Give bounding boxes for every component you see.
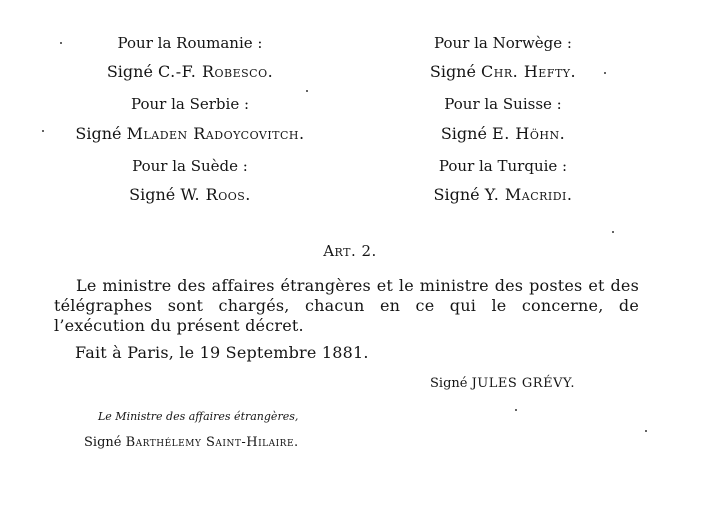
signature-sweden [129, 187, 251, 203]
signed-prefix: Signé [430, 376, 468, 391]
signatory-name: C.-F. Robesco. [158, 62, 274, 81]
president-signature [430, 377, 575, 390]
signature-romania [107, 64, 273, 80]
signed-prefix: Signé [75, 124, 122, 143]
article-heading: Art. 2. [323, 242, 377, 260]
signatory-name: Mladen Radoycovitch. [126, 124, 305, 143]
scan-speck [604, 72, 606, 74]
minister-title: Le Ministre des affaires étrangères, [98, 410, 299, 423]
signature-switzerland [441, 126, 565, 142]
for-serbia: Pour la Serbie : [130, 95, 250, 113]
for-turkey: Pour la Turquie : [438, 157, 568, 175]
for-switzerland: Pour la Suisse : [444, 95, 562, 113]
signatory-name: Chr. Hefty. [481, 62, 577, 81]
scan-speck [306, 90, 308, 92]
signature-turkey [434, 187, 573, 203]
scan-speck [612, 231, 614, 233]
signed-prefix: Signé [433, 185, 480, 204]
minister-signature [84, 436, 299, 449]
signatory-name: Y. Macridi. [484, 185, 573, 204]
signatory-name: W. Roos. [180, 185, 251, 204]
signed-prefix: Signé [440, 124, 487, 143]
president-name: JULES GRÉVY. [471, 376, 576, 391]
signed-prefix: Signé [106, 62, 153, 81]
scan-speck [42, 130, 44, 132]
signature-serbia [75, 126, 304, 142]
date-line: Fait à Paris, le 19 Septembre 1881. [75, 343, 369, 362]
scan-speck [645, 430, 647, 432]
article-body: Le ministre des affaires étrangères et le ministre des postes et des télégraphes sont chargés, chacun en ce qui le concerne, de l’exécution du présent décret. [54, 276, 639, 335]
signed-prefix: Signé [129, 185, 176, 204]
signed-prefix: Signé [84, 435, 122, 450]
minister-name: Barthélemy Saint-Hilaire. [125, 435, 299, 450]
for-sweden: Pour la Suède : [132, 157, 248, 175]
signature-norway [430, 64, 576, 80]
signatory-name: E. Höhn. [492, 124, 566, 143]
scan-speck [60, 42, 62, 44]
for-norway: Pour la Norwège : [434, 34, 572, 52]
for-romania: Pour la Roumanie : [117, 34, 263, 52]
scan-speck [515, 409, 517, 411]
signed-prefix: Signé [429, 62, 476, 81]
